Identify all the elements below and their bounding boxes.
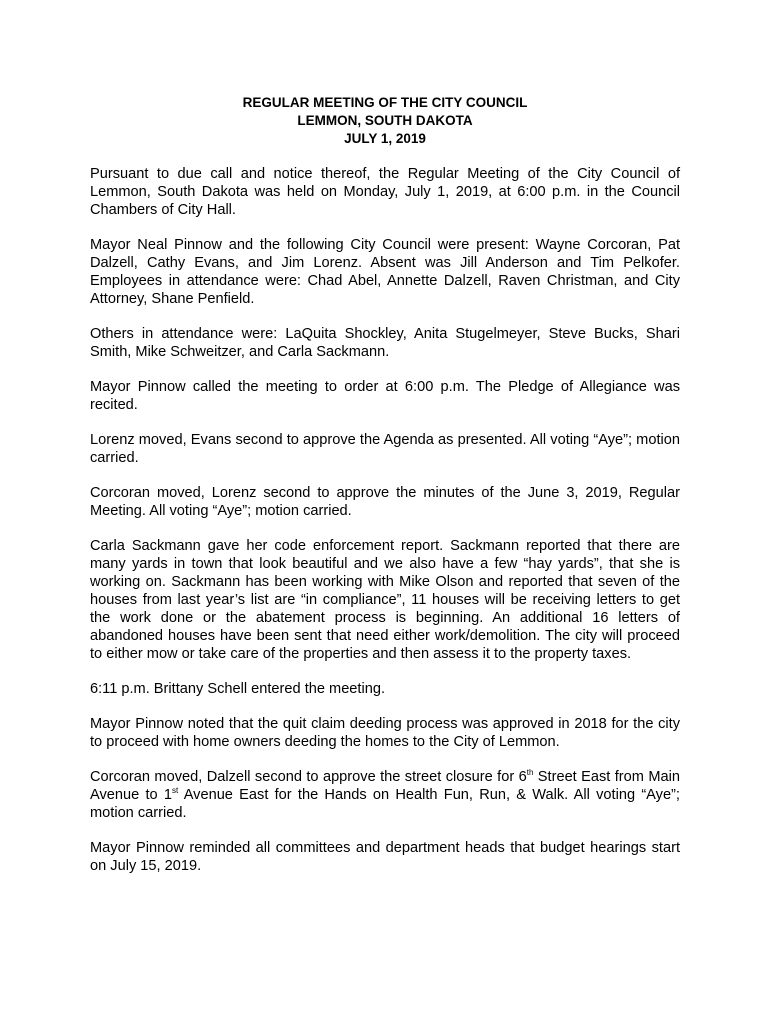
paragraph-quit-claim-deeding: Mayor Pinnow noted that the quit claim deeding process was approved in 2018 for the city to proceed with home owners deeding the homes to the City of Lemmon.	[90, 716, 680, 750]
heading-date: JULY 1, 2019	[344, 131, 426, 146]
paragraph-late-arrival: 6:11 p.m. Brittany Schell entered the meeting.	[90, 681, 386, 697]
heading-title: REGULAR MEETING OF THE CITY COUNCIL	[242, 95, 528, 110]
street-closure-text-1: Corcoran moved, Dalzell second to approve the street closure for 6	[90, 769, 527, 785]
ordinal-suffix-th: th	[526, 768, 534, 778]
heading-location: LEMMON, SOUTH DAKOTA	[297, 113, 473, 128]
paragraph-budget-hearings: Mayor Pinnow reminded all committees and department heads that budget hearings start on July 15, 2019.	[90, 840, 680, 874]
paragraph-call-to-order-notice: Pursuant to due call and notice thereof, the Regular Meeting of the City Council of Lemmon, South Dakota was held on Monday, July 1, 2019, at 6:00 p.m. in the Council Chambers of City Hall.	[90, 166, 680, 218]
document-page	[90, 94, 680, 875]
paragraph-minutes-motion: Corcoran moved, Lorenz second to approve the minutes of the June 3, 2019, Regular Meeting. All voting “Aye”; motion carried.	[90, 485, 680, 519]
document-heading	[90, 94, 680, 148]
paragraph-attendance: Mayor Neal Pinnow and the following City Council were present: Wayne Corcoran, Pat Dalzell, Cathy Evans, and Jim Lorenz. Absent was Jill Anderson and Tim Pelkofer. Employees in attendance were: Chad Abel, Annette Dalzell, Raven Christman, and City Attorney, Shane Penfield.	[90, 237, 680, 307]
paragraph-code-enforcement-report: Carla Sackmann gave her code enforcement report. Sackmann reported that there are many yards in town that look beautiful and we also have a few “hay yards”, that she is working on. Sackmann has been working with Mike Olson and reported that seven of the houses from last year’s list are “in compliance”, 11 houses will be receiving letters to get the work done or the abatement process is beginning. An additional 16 letters of abandoned houses have been sent that need either work/demolition. The city will proceed to either mow or take care of the properties and then assess it to the property taxes.	[90, 538, 680, 662]
street-closure-text-3: Avenue East for the Hands on Health Fun, Run, & Walk. All voting “Aye”; motion carried.	[90, 787, 680, 821]
paragraph-street-closure-motion	[90, 768, 680, 822]
paragraph-others-in-attendance: Others in attendance were: LaQuita Shockley, Anita Stugelmeyer, Steve Bucks, Shari Smith, Mike Schweitzer, and Carla Sackmann.	[90, 326, 680, 360]
ordinal-suffix-st: st	[172, 786, 179, 796]
paragraph-meeting-called-to-order: Mayor Pinnow called the meeting to order at 6:00 p.m. The Pledge of Allegiance was recited.	[90, 379, 680, 413]
paragraph-agenda-motion: Lorenz moved, Evans second to approve the Agenda as presented. All voting “Aye”; motion carried.	[90, 432, 680, 466]
street-closure-text-2: Street East from Main Avenue to 1	[90, 769, 680, 803]
